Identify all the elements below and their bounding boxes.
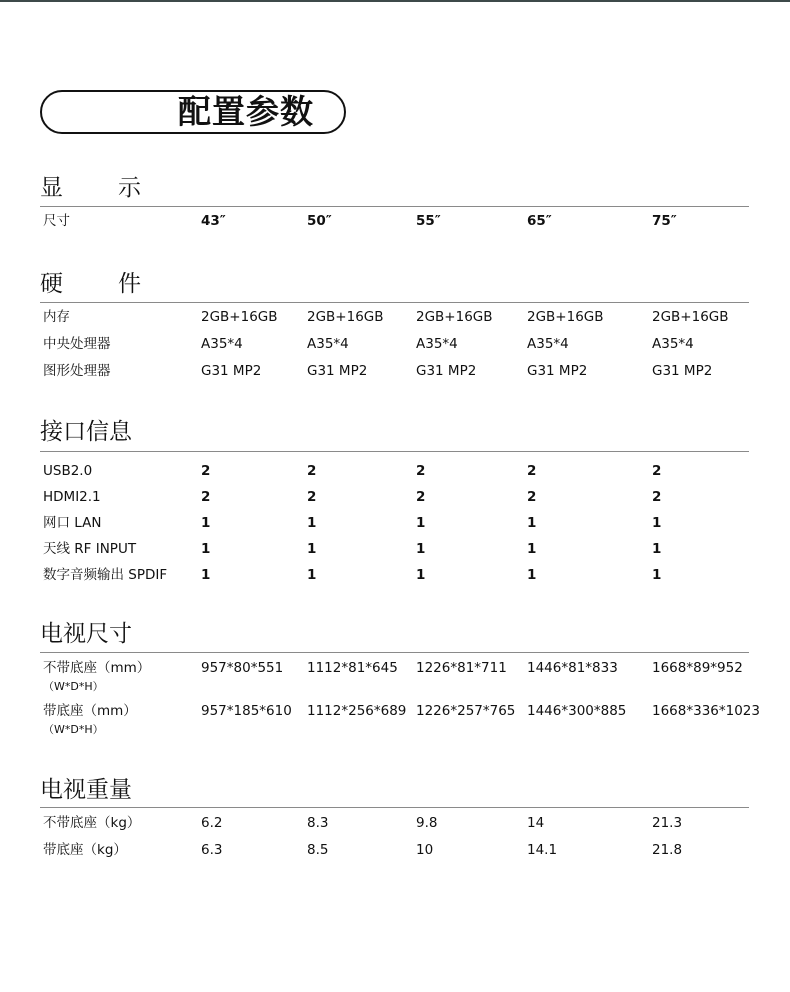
value-65: A35*4: [527, 336, 569, 352]
value-43: G31 MP2: [201, 363, 262, 379]
value-50: 8.3: [307, 815, 329, 831]
section-title-tv-weight: 电视重量: [40, 777, 132, 803]
value-55: 10: [416, 842, 434, 858]
spec-row-size-without-stand: [0, 657, 790, 679]
value-75: 2GB+16GB: [652, 309, 729, 325]
spec-row-hdmi: [0, 486, 790, 508]
value-75: 2: [652, 489, 662, 505]
value-65: G31 MP2: [527, 363, 588, 379]
value-55: 1226*81*711: [416, 660, 507, 676]
value-55: G31 MP2: [416, 363, 477, 379]
value-65: 1: [527, 541, 537, 557]
value-65: 1446*81*833: [527, 660, 618, 676]
spec-row-weight-with-stand: [0, 839, 790, 861]
value-75: 1: [652, 541, 662, 557]
section-divider: [40, 451, 749, 452]
value-55: 2GB+16GB: [416, 309, 493, 325]
value-43: 2GB+16GB: [201, 309, 278, 325]
row-sublabel: （W*D*H）: [43, 680, 104, 693]
value-43: 1: [201, 567, 211, 583]
section-divider: [40, 652, 749, 653]
value-43: 43″: [201, 213, 226, 229]
spec-row-size: [0, 210, 790, 232]
value-75: 1: [652, 567, 662, 583]
value-50: 50″: [307, 213, 332, 229]
value-65: 1: [527, 515, 537, 531]
value-55: 2: [416, 489, 426, 505]
section-title-hardware: 硬件: [40, 271, 196, 297]
spec-row-weight-without-stand: [0, 812, 790, 834]
value-55: 2: [416, 463, 426, 479]
section-title-interfaces: 接口信息: [40, 419, 132, 445]
row-label: USB2.0: [43, 463, 93, 479]
value-65: 2: [527, 463, 537, 479]
value-50: 8.5: [307, 842, 329, 858]
value-75: 75″: [652, 213, 677, 229]
value-43: 6.3: [201, 842, 223, 858]
section-title-display: 显示: [40, 175, 196, 201]
value-43: 1: [201, 515, 211, 531]
value-75: 1: [652, 515, 662, 531]
value-50: 1: [307, 515, 317, 531]
value-75: 2: [652, 463, 662, 479]
value-65: 14.1: [527, 842, 558, 858]
value-55: 1: [416, 515, 426, 531]
row-label: 中央处理器: [43, 336, 111, 352]
value-50: A35*4: [307, 336, 349, 352]
spec-row-cpu: [0, 333, 790, 355]
row-label: 带底座（mm）: [43, 703, 137, 719]
value-55: 55″: [416, 213, 441, 229]
value-43: A35*4: [201, 336, 243, 352]
value-50: 1112*81*645: [307, 660, 398, 676]
section-divider: [40, 807, 749, 808]
value-43: 6.2: [201, 815, 223, 831]
row-label: 内存: [43, 309, 70, 325]
value-65: 1: [527, 567, 537, 583]
value-65: 2: [527, 489, 537, 505]
value-50: 1: [307, 567, 317, 583]
value-55: 1: [416, 541, 426, 557]
value-75: 21.3: [652, 815, 683, 831]
value-75: A35*4: [652, 336, 694, 352]
value-65: 65″: [527, 213, 552, 229]
value-55: 9.8: [416, 815, 438, 831]
value-65: 1446*300*885: [527, 703, 627, 719]
value-43: 957*80*551: [201, 660, 284, 676]
value-43: 2: [201, 489, 211, 505]
row-sublabel: （W*D*H）: [43, 723, 104, 736]
row-label: 带底座（kg）: [43, 842, 127, 858]
value-65: 14: [527, 815, 545, 831]
page-title: 配置参数: [178, 92, 314, 131]
value-55: 1226*257*765: [416, 703, 516, 719]
value-55: 1: [416, 567, 426, 583]
spec-row-size-with-stand: [0, 700, 790, 722]
row-label: HDMI2.1: [43, 489, 101, 505]
value-75: 1668*89*952: [652, 660, 743, 676]
row-label: 图形处理器: [43, 363, 111, 379]
value-50: 2GB+16GB: [307, 309, 384, 325]
row-label: 数字音频输出 SPDIF: [43, 567, 168, 583]
value-65: 2GB+16GB: [527, 309, 604, 325]
spec-row-memory: [0, 306, 790, 328]
value-75: 1668*336*1023: [652, 703, 760, 719]
value-43: 957*185*610: [201, 703, 292, 719]
value-75: G31 MP2: [652, 363, 713, 379]
spec-row-spdif: [0, 564, 790, 586]
value-50: G31 MP2: [307, 363, 368, 379]
value-50: 2: [307, 463, 317, 479]
row-label: 尺寸: [43, 213, 70, 229]
row-label: 不带底座（mm）: [43, 660, 151, 676]
top-divider: [0, 0, 790, 2]
value-43: 2: [201, 463, 211, 479]
row-label: 天线 RF INPUT: [43, 541, 137, 557]
value-50: 2: [307, 489, 317, 505]
spec-row-usb: [0, 460, 790, 482]
spec-row-rf-input: [0, 538, 790, 560]
row-label: 网口 LAN: [43, 515, 102, 531]
value-50: 1: [307, 541, 317, 557]
spec-row-gpu: [0, 360, 790, 382]
row-label: 不带底座（kg）: [43, 815, 141, 831]
value-75: 21.8: [652, 842, 683, 858]
value-43: 1: [201, 541, 211, 557]
value-50: 1112*256*689: [307, 703, 407, 719]
section-divider: [40, 302, 749, 303]
section-divider: [40, 206, 749, 207]
spec-row-lan: [0, 512, 790, 534]
section-title-tv-size: 电视尺寸: [40, 621, 132, 647]
value-55: A35*4: [416, 336, 458, 352]
